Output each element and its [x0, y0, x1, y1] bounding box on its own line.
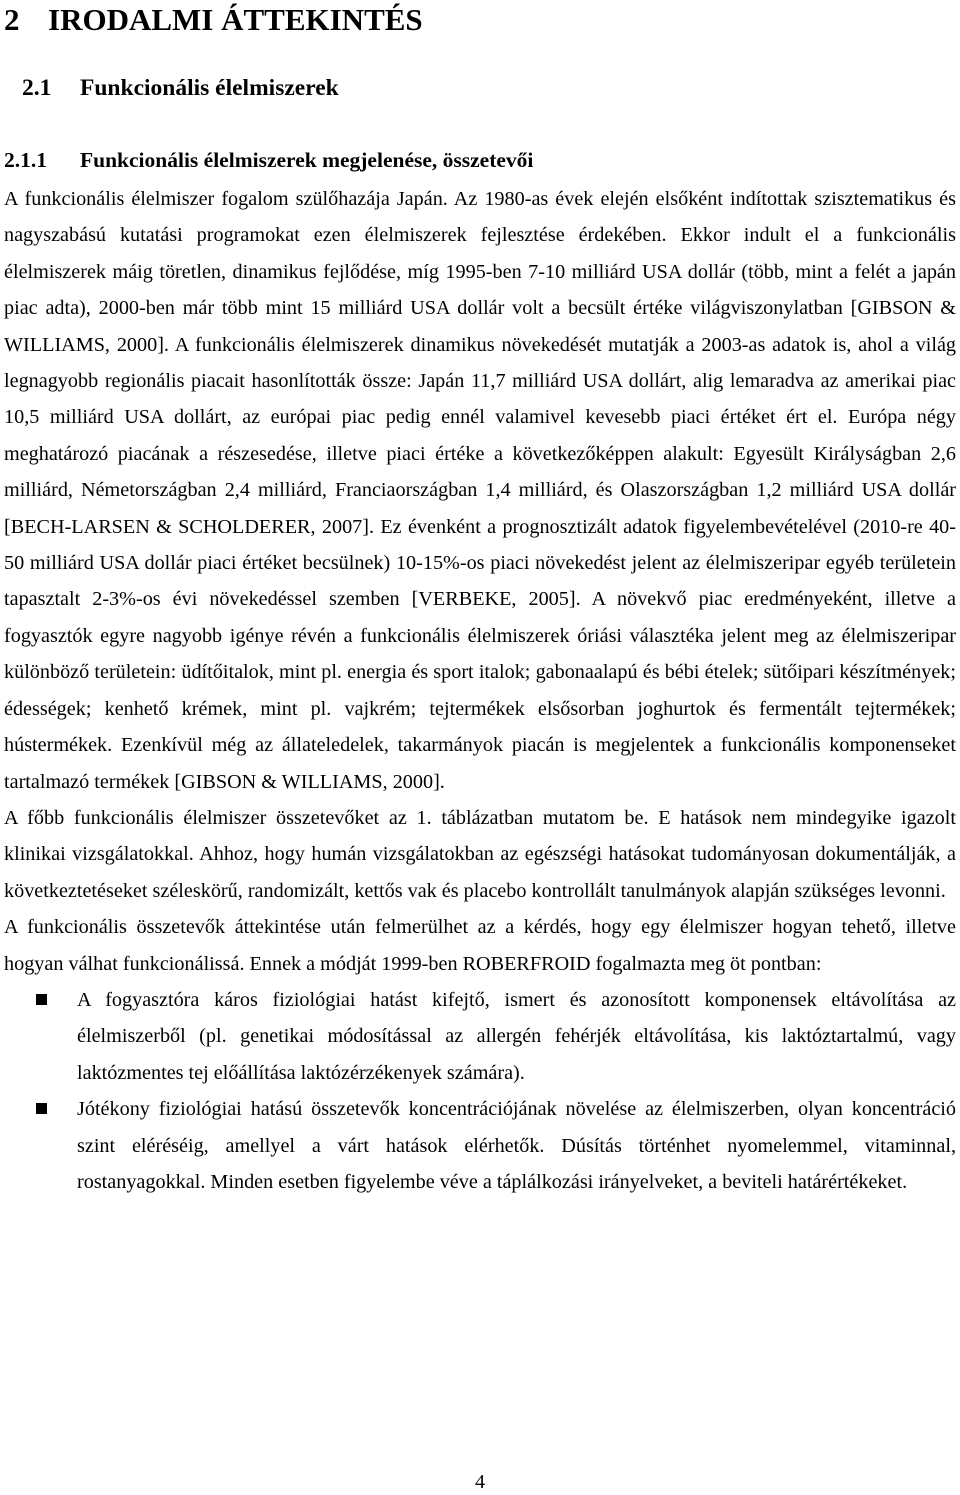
- paragraph-market-history: A funkcionális élelmiszer fogalom szülőhazája Japán. Az 1980-as évek elején elsőként indítottak szisztematikus és nagyszabású kutatási programokat ezen élelmiszerek fejlesztése érdekében. Ekkor indult el a funkcionális élelmiszerek máig töretlen, dinamikus fejlődése, míg 1995-ben 7-10 milliárd USA dollár (több, mint a felét a japán piac adta), 2000-ben már több mint 15 milliárd USA dollár volt a becsült értéke világviszonylatban [GIBSON & WILLIAMS, 2000]. A funkcionális élelmiszerek dinamikus növekedését mutatják a 2003-as adatok is, ahol a világ legnagyobb regionális piacait hasonlították össze: Japán 11,7 milliárd USA dollárt, alig lemaradva az amerikai piac 10,5 milliárd USA dollárt, az európai piac pedig ennél valamivel kevesebb piaci értéket ért el. Európa négy meghatározó piacának a részesedése, illetve piaci értéke a következőképpen alakult: Egyesült Királyságban 2,6 milliárd, Németországban 2,4 milliárd, Franciaországban 1,4 milliárd, és Olaszországban 1,2 milliárd USA dollár [BECH-LARSEN & SCHOLDERER, 2007]. Ez évenként a prognosztizált adatok figyelembevételével (2010-re 40-50 milliárd USA dollár piaci értéket becsülnek) 10-15%-os piaci növekedést jelent az élelmiszeripar egyéb területein tapasztalt 2-3%-os évi növekedéssel szemben [VERBEKE, 2005]. A növekvő piac eredményeként, illetve a fogyasztók egyre nagyobb igénye révén a funkcionális élelmiszerek óriási választéka jelent meg az élelmiszeripar különböző területein: üdítőitalok, mint pl. energia és sport italok; gabonaalapú és bébi ételek; sütőipari készítmények; édességek; kenhető krémek, mint pl. vajkrém; tejtermékek elsősorban joghurtok és fermentált tejtermékek; hústermékek. Ezenkívül még az állateledelek, takarmányok piacán is megjelentek a funkcionális komponenseket tartalmazó termékek [GIBSON & WILLIAMS, 2000].: [4, 188, 956, 793]
- list-item: [4, 1091, 956, 1200]
- list-item-text: Jótékony fiziológiai hatású összetevők koncentrációjának növelése az élelmiszerben, olyan koncentráció szint eléréséig, amellyel a várt hatások elérhetők. Dúsítás történhet nyomelemmel, vitaminnal, rostanyagokkal. Minden esetben figyelembe véve a táplálkozási irányelveket, a beviteli határértékeket.: [77, 1098, 956, 1193]
- square-bullet-icon: [36, 1103, 47, 1114]
- chapter-heading: [4, 0, 423, 40]
- chapter-number: 2: [4, 2, 20, 37]
- paragraph-ingredients: A főbb funkcionális élelmiszer összetevőket az 1. táblázatban mutatom be. E hatások nem mindegyike igazolt klinikai vizsgálatokkal. Ahhoz, hogy humán vizsgálatokban az egészségi hatásokat tudományosan dokumentálják, a következtetéseket széleskörű, randomizált, kettős vak és placebo kontrollált tanulmányok alapján szükséges levonni.: [4, 806, 956, 902]
- square-bullet-icon: [36, 994, 47, 1005]
- section-number: 2.1: [22, 75, 52, 101]
- body-text: [4, 181, 956, 1200]
- subsection-heading: [4, 144, 533, 176]
- paragraph-roberfroid: A funkcionális összetevők áttekintése után felmerülhet az a kérdés, hogy egy élelmiszer hogyan tehető, illetve hogyan válhat funkcionálissá. Ennek a módját 1999-ben ROBERFROID fogalmazta meg öt pontban:: [4, 916, 956, 975]
- list-item-text: A fogyasztóra káros fiziológiai hatást kifejtő, ismert és azonosított komponensek eltávolítása az élelmiszerből (pl. genetikai módosítással az allergén fehérjék eltávolítása, kis laktóztartalmú, vagy laktózmentes tej előállítása laktózérzékenyek számára).: [77, 988, 956, 1084]
- chapter-title: IRODALMI ÁTTEKINTÉS: [48, 2, 423, 37]
- subsection-number: 2.1.1: [4, 148, 47, 172]
- section-title: Funkcionális élelmiszerek: [80, 75, 339, 101]
- section-heading: [22, 72, 339, 104]
- list-item: [4, 982, 956, 1091]
- page-number: 4: [475, 1471, 485, 1493]
- subsection-title: Funkcionális élelmiszerek megjelenése, összetevői: [80, 148, 534, 172]
- roberfroid-list: [4, 982, 956, 1200]
